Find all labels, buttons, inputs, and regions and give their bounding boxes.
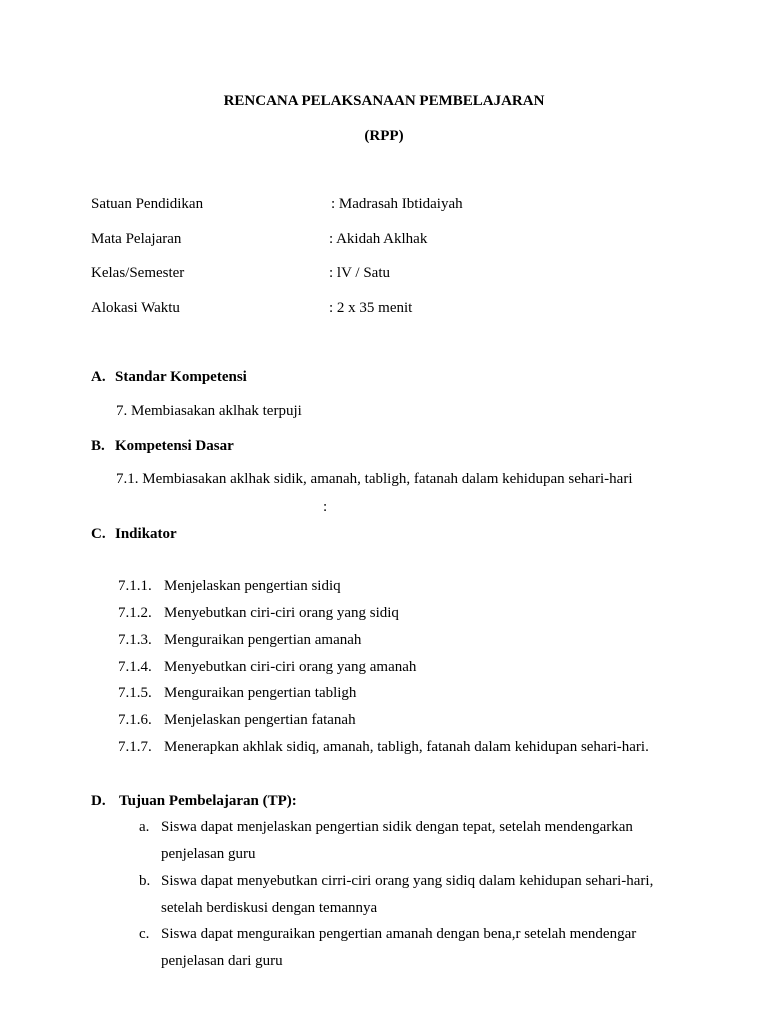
identity-label: Satuan Pendidikan [91,196,204,212]
stray-colon: : [323,499,328,515]
section-letter: A. [91,369,106,385]
indicator-text: Menyebutkan ciri-ciri orang yang amanah [164,659,417,675]
section-heading: Kompetensi Dasar [115,438,234,454]
indicator-text: Menguraikan pengertian amanah [164,632,362,648]
objective-text: setelah berdiskusi dengan temannya [161,900,378,916]
document-subtitle: (RPP) [364,128,404,144]
section-item: 7. Membiasakan aklhak terpuji [116,403,302,419]
indicator-number: 7.1.5. [118,685,152,701]
section-letter: C. [91,526,106,542]
objective-letter: c. [139,926,150,942]
indicator-text: Menjelaskan pengertian sidiq [164,578,341,594]
indicator-text: Menerapkan akhlak sidiq, amanah, tabligh, fatanah dalam kehidupan sehari-hari. [164,739,649,755]
section-letter: D. [91,793,106,809]
section-heading: Indikator [115,526,177,542]
section-item: 7.1. Membiasakan aklhak sidik, amanah, tabligh, fatanah dalam kehidupan sehari-hari [116,471,633,487]
objective-text: penjelasan guru [161,846,256,862]
identity-label: Kelas/Semester [91,265,185,281]
indicator-text: Menguraikan pengertian tabligh [164,685,357,701]
objective-letter: b. [139,873,151,889]
identity-value: : Madrasah Ibtidaiyah [331,196,463,212]
section-letter: B. [91,438,105,454]
document-title: RENCANA PELAKSANAAN PEMBELAJARAN [223,93,545,109]
indicator-text: Menyebutkan ciri-ciri orang yang sidiq [164,605,399,621]
objective-text: Siswa dapat menjelaskan pengertian sidik dengan tepat, setelah mendengarkan [161,819,633,835]
identity-value: : lV / Satu [329,265,390,281]
indicator-number: 7.1.7. [118,739,152,755]
objective-text: Siswa dapat menyebutkan cirri-ciri orang yang sidiq dalam kehidupan sehari-hari, [161,873,654,889]
section-heading: Standar Kompetensi [115,369,247,385]
indicator-number: 7.1.4. [118,659,152,675]
identity-label: Mata Pelajaran [91,231,182,247]
objective-text: Siswa dapat menguraikan pengertian amanah dengan bena,r setelah mendengar [161,926,637,942]
indicator-number: 7.1.3. [118,632,152,648]
indicator-number: 7.1.1. [118,578,152,594]
objective-letter: a. [139,819,150,835]
section-heading: Tujuan Pembelajaran (TP): [119,793,297,809]
indicator-number: 7.1.2. [118,605,152,621]
identity-label: Alokasi Waktu [91,300,180,316]
identity-value: : 2 x 35 menit [329,300,413,316]
objective-text: penjelasan dari guru [161,953,283,969]
indicator-text: Menjelaskan pengertian fatanah [164,712,356,728]
identity-value: : Akidah Aklhak [329,231,428,247]
indicator-number: 7.1.6. [118,712,152,728]
